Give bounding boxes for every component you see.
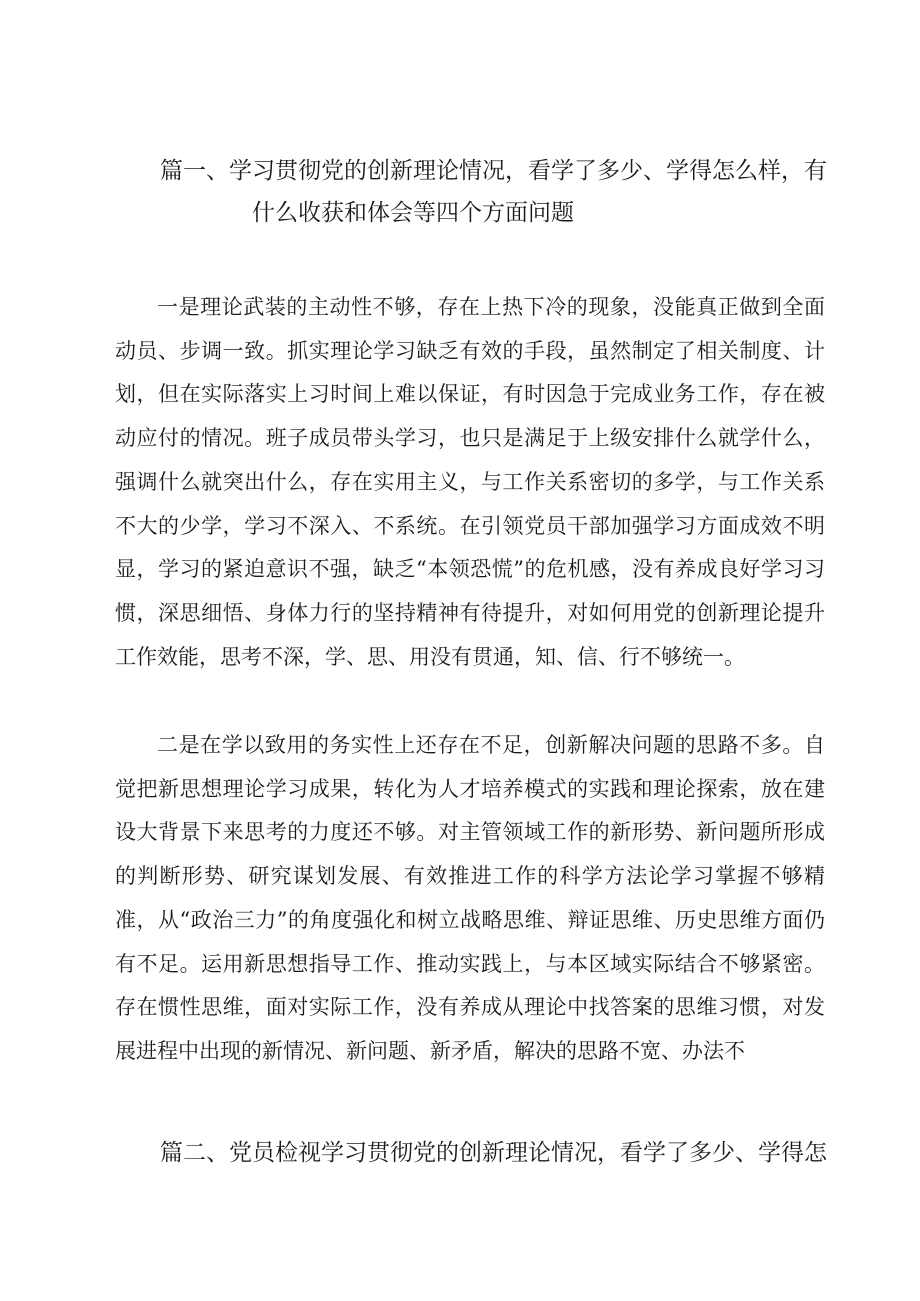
section1-title-line2: 什么收获和体会等四个方面问题 — [252, 200, 574, 226]
section1-title — [160, 150, 860, 234]
paragraph-1: 一是理论武装的主动性不够，存在上热下冷的现象，没能真正做到全面动员、步调一致。抓实理论学习缺乏有效的手段，虽然制定了相关制度、计划，但在实际落实上习时间上难以保证，有时因急于完成业务工作，存在被动应付的情况。班子成员带头学习，也只是满足于上级安排什么就学什么，强调什么就突出什么，存在实用主义，与工作关系密切的多学，与工作关系不大的少学，学习不深入、不系统。在引领党员干部加强学习方面成效不明显，学习的紧迫意识不强，缺乏“本领恐慌”的危机感，没有养成良好学习习惯，深思细悟、身体力行的坚持精神有待提升，对如何用党的创新理论提升工作效能，思考不深，学、思、用没有贯通，知、信、行不够统一。 — [115, 295, 825, 669]
section2-title: 篇二、党员检视学习贯彻党的创新理论情况，看学了多少、学得怎 — [160, 1140, 827, 1166]
paragraph-2: 二是在学以致用的务实性上还存在不足，创新解决问题的思路不多。自觉把新思想理论学习成果，转化为人才培养模式的实践和理论探索，放在建设大背景下来思考的力度还不够。对主管领域工作的新形势、新问题所形成的判断形势、研究谋划发展、有效推进工作的科学方法论学习掌握不够精准，从“政治三力”的角度强化和树立战略思维、辩证思维、历史思维方面仍有不足。运用新思想指导工作、推动实践上，与本区域实际结合不够紧密。存在惯性思维，面对实际工作，没有养成从理论中找答案的思维习惯，对发展进程中出现的新情况、新问题、新矛盾，解决的思路不宽、办法不 — [115, 733, 825, 1063]
section1-title-line1: 篇一、学习贯彻党的创新理论情况，看学了多少、学得怎么样，有 — [160, 158, 827, 184]
